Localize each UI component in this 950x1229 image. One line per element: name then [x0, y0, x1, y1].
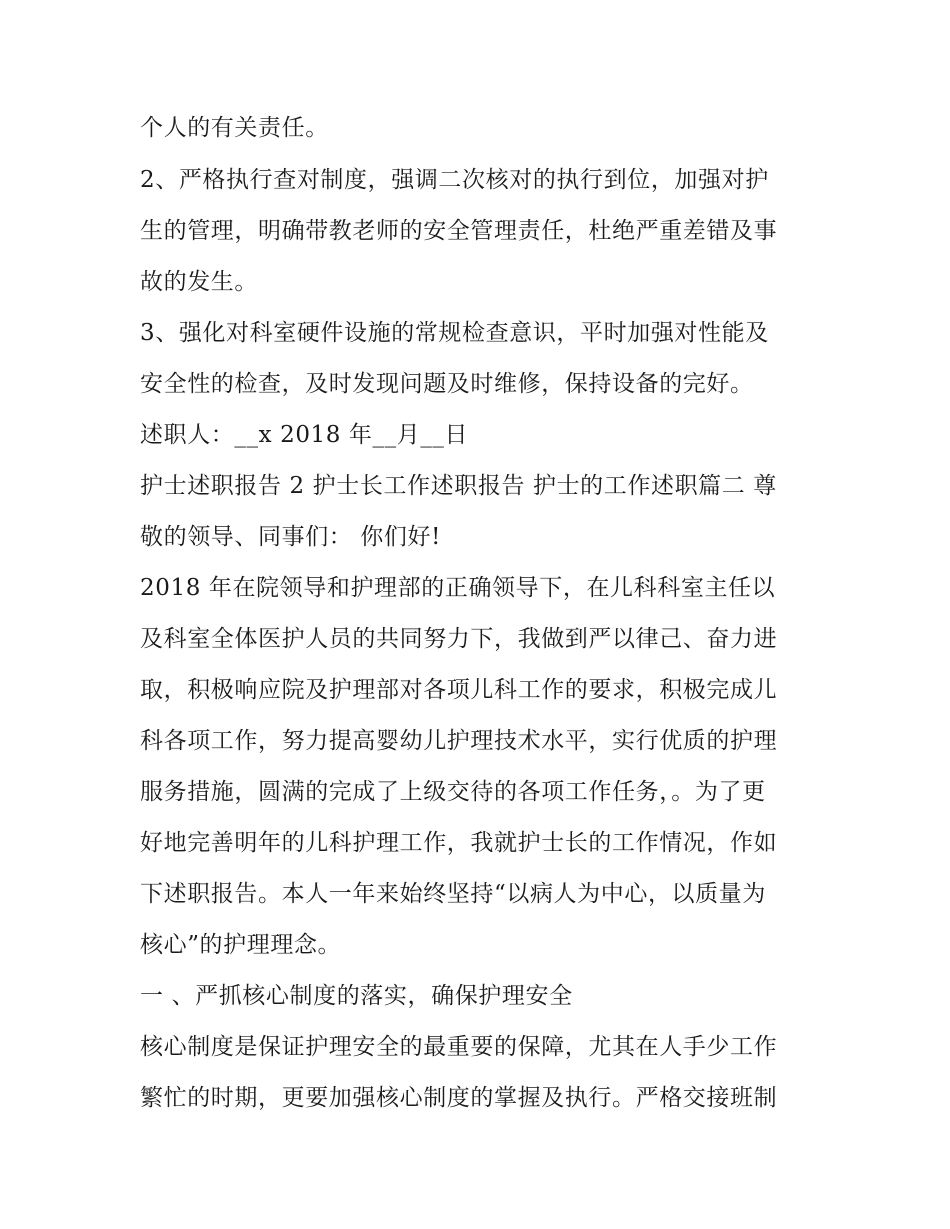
text-line: 取，积极响应院及护理部对各项儿科工作的要求，积极完成儿 — [140, 677, 778, 703]
text-line: 个人的有关责任。 — [140, 115, 329, 141]
text-line: 生的管理，明确带教老师的安全管理责任，杜绝严重差错及事 — [140, 218, 778, 244]
text-line: 核心”的护理理念。 — [140, 932, 342, 958]
text-line: 3、强化对科室硬件设施的常规检查意识，平时加强对性能及 — [140, 320, 769, 346]
text-line: 下述职报告。本人一年来始终坚持“以病人为中心，以质量为 — [140, 881, 766, 907]
text-line: 好地完善明年的儿科护理工作，我就护士长的工作情况，作如 — [140, 830, 778, 856]
text-line: 安全性的检查，及时发现问题及时维修，保持设备的完好。 — [140, 371, 754, 397]
text-line: 服务措施，圆满的完成了上级交待的各项工作任务，。为了更 — [140, 779, 766, 805]
text-line: 2018 年在院领导和护理部的正确领导下，在儿科科室主任以 — [140, 575, 776, 601]
text-line: 敬的领导、同事们： 你们好! — [140, 524, 441, 550]
text-line: 繁忙的时期，更要加强核心制度的掌握及执行。严格交接班制 — [140, 1085, 778, 1111]
text-line: 故的发生。 — [140, 269, 258, 295]
text-line: 核心制度是保证护理安全的最重要的保障，尤其在人手少工作 — [140, 1034, 778, 1060]
text-line: 2、严格执行查对制度，强调二次核对的执行到位，加强对护 — [140, 167, 769, 193]
section-heading: 一 、严抓核心制度的落实，确保护理安全 — [140, 983, 573, 1009]
text-line: 科各项工作，努力提高婴幼儿护理技术水平，实行优质的护理 — [140, 728, 778, 754]
text-line: 及科室全体医护人员的共同努力下，我做到严以律己、奋力进 — [140, 626, 778, 652]
text-line: 护士述职报告 2 护士长工作述职报告 护士的工作述职篇二 尊 — [140, 473, 777, 499]
text-line: 述职人：__x 2018 年__月__日 — [140, 422, 469, 448]
